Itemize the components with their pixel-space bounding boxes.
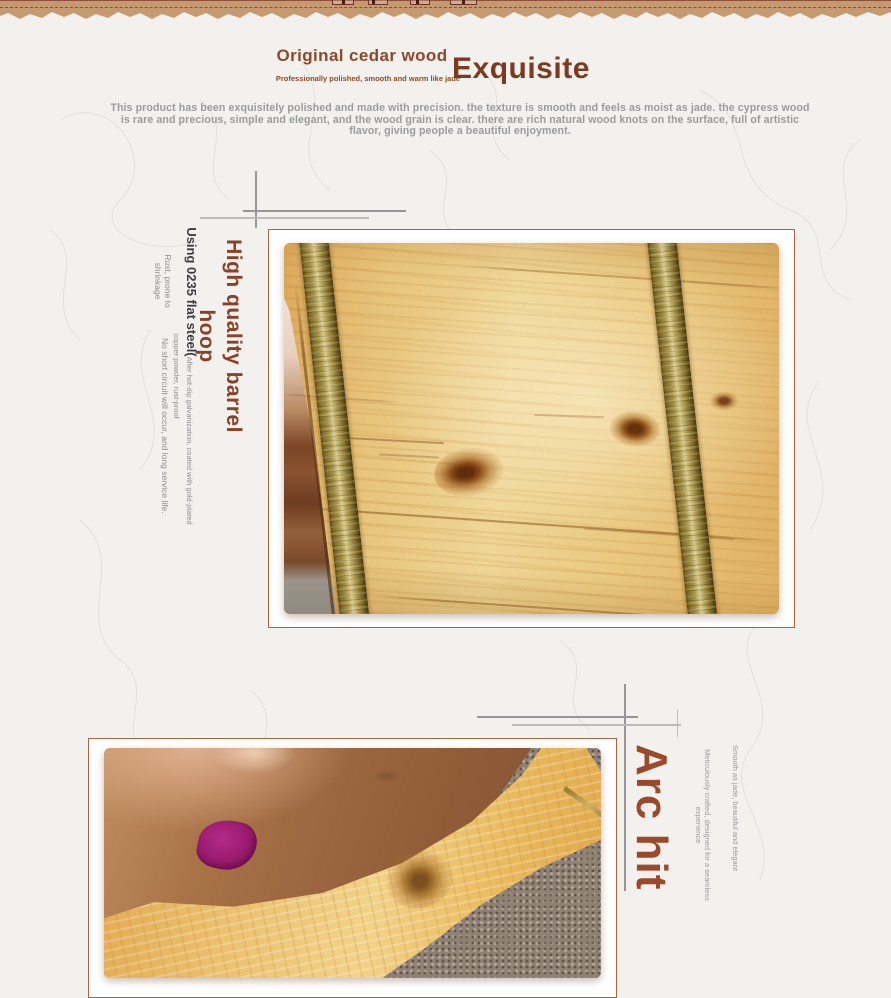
vertical-note-smooth: Smooth as jade, beautiful and elegant xyxy=(731,745,740,871)
vertical-note-service-life: No short circuit will occur, and long service life. xyxy=(160,338,170,514)
spec-main-text: Using 0235 flat steel( xyxy=(184,227,199,357)
rose-petal xyxy=(193,815,260,876)
spec-detail-text: After hot-dip galvanization, coated with gold-plated copper powder, rust-proof xyxy=(172,333,194,525)
vertical-spec-steel xyxy=(171,226,197,526)
plank-seam xyxy=(464,265,779,290)
grain-streak xyxy=(584,528,734,540)
decor-horizontal-line xyxy=(243,210,406,212)
vertical-note-shrinkage: Rust, prone to shrinkage xyxy=(153,254,173,308)
product-description: This product has been exquisitely polished and made with precision. the texture is smooth and feels as moist as jade. the cypress wood is rare and precious, simple and elegant, and the wood grain is clear. there are rich natural wood knots on the surface, full of artistic flavor, giving people a beautiful enjoyment. xyxy=(110,102,810,138)
cutoff-tab xyxy=(332,0,354,5)
photo-card-barrel-hoops xyxy=(268,229,795,628)
decor-horizontal-line xyxy=(512,724,681,726)
wood-knot xyxy=(608,409,663,449)
barrel-hoops-photo xyxy=(284,243,779,614)
vertical-note-crafted: Meticulously crafted, designed for a seamless experience xyxy=(694,749,712,901)
cutoff-tab-glyph xyxy=(416,0,419,4)
decor-vertical-line-short xyxy=(677,710,678,737)
grain-streak xyxy=(534,414,604,418)
cutoff-tab xyxy=(410,0,430,5)
banner-stitch-line xyxy=(0,7,891,8)
cutoff-tab-glyph xyxy=(462,0,465,4)
top-banner xyxy=(0,0,891,22)
vertical-heading-hoop: High quality barrel hoop xyxy=(195,239,245,433)
vertical-heading-arc: Arc hit xyxy=(627,744,676,891)
cutoff-tab xyxy=(368,0,388,5)
section-title: Original cedar wood xyxy=(276,46,448,65)
decor-horizontal-line xyxy=(200,217,369,219)
wood-knot xyxy=(431,443,507,500)
barrel-interior-photo xyxy=(104,748,601,978)
section-subtitle: Professionally polished, smooth and warm like jade xyxy=(275,74,461,83)
headline-exquisite: Exquisite xyxy=(452,52,590,85)
wood-knot xyxy=(709,391,739,411)
cutoff-tab-glyph xyxy=(342,0,345,4)
cutoff-tab xyxy=(450,0,477,5)
interior-knot-smudge xyxy=(374,770,400,782)
decor-horizontal-line xyxy=(477,716,638,718)
grain-streak xyxy=(379,453,439,458)
photo-card-barrel-interior xyxy=(88,738,617,998)
plank-seam xyxy=(374,595,779,614)
cutoff-tab-glyph xyxy=(372,0,375,4)
decor-vertical-line xyxy=(255,171,257,228)
banner-strip xyxy=(0,0,891,10)
torn-paper-edge xyxy=(0,10,891,22)
